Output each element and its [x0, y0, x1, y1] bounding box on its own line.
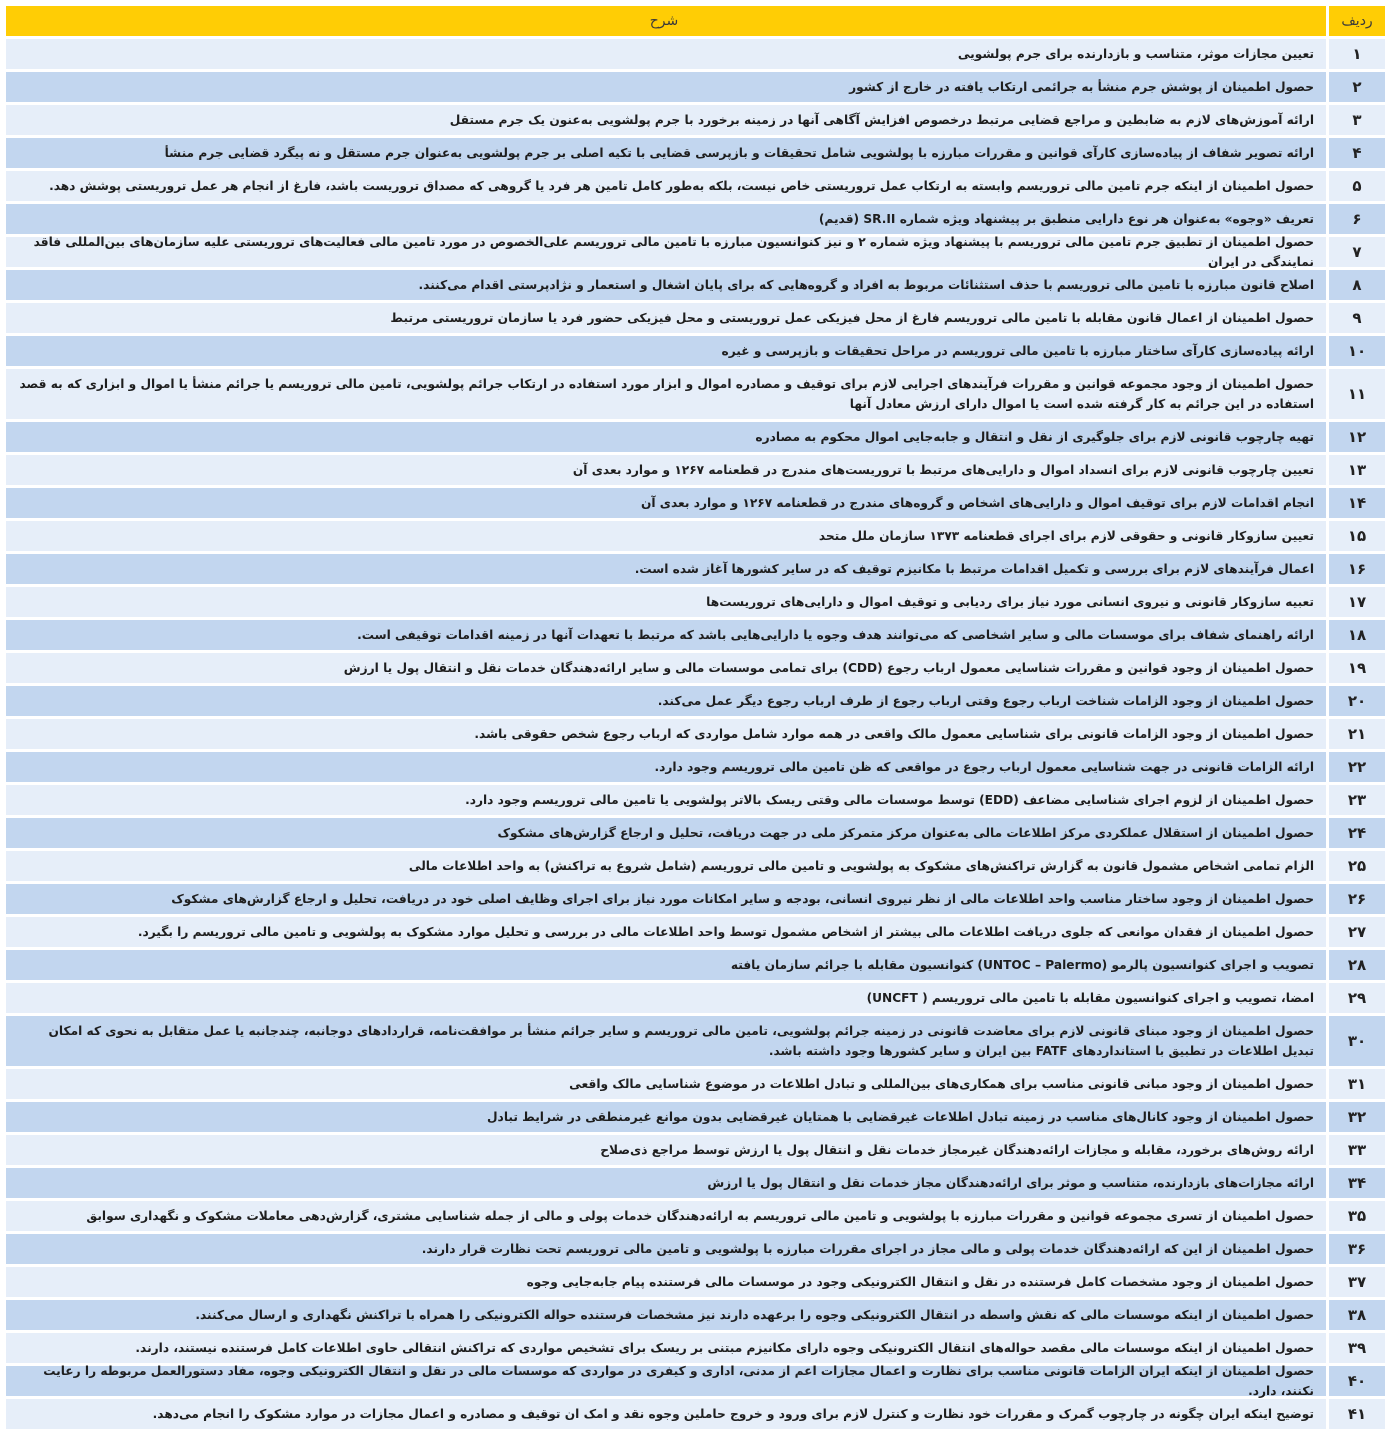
table-row — [6, 105, 1385, 135]
table-header — [6, 6, 1385, 36]
table-body — [6, 39, 1385, 1429]
row-description: حصول اطمینان از وجود الزامات شناخت ارباب رجوع وقتی ارباب رجوع از طرف ارباب رجوع دیگر عمل می‌کند. — [6, 686, 1326, 716]
row-number: ۳ — [1329, 105, 1385, 135]
row-description: ارائه تصویر شفاف از پیاده‌سازی کارآی قوانین و مقررات مبارزه با پولشویی شامل تحقیقات و بازپرسی قضایی با تکیه اصلی بر جرم پولشویی به‌عنوان جرم مستقل و نه پیگرد قضایی جرم منشأ — [6, 138, 1326, 168]
row-number: ۳۴ — [1329, 1168, 1385, 1198]
table-row — [6, 785, 1385, 815]
row-number: ۳۰ — [1329, 1016, 1385, 1066]
row-description: تعریف «وجوه» به‌عنوان هر نوع دارایی منطبق بر پیشنهاد ویژه شماره SR.II (قدیم) — [6, 204, 1326, 234]
row-number: ۷ — [1329, 237, 1385, 267]
table-row — [6, 917, 1385, 947]
row-number: ۲۶ — [1329, 884, 1385, 914]
table-row — [6, 1333, 1385, 1363]
row-description: تعبیه سازوکار قانونی و نیروی انسانی مورد نیاز برای ردیابی و توقیف اموال و دارایی‌های تروریست‌ها — [6, 587, 1326, 617]
table-row — [6, 1069, 1385, 1099]
row-number: ۲۷ — [1329, 917, 1385, 947]
row-description: الزام تمامی اشخاص مشمول قانون به گزارش تراکنش‌های مشکوک به پولشویی و تامین مالی تروریسم (شامل شروع به تراکنش) به واحد اطلاعات مالی — [6, 851, 1326, 881]
row-number: ۳۵ — [1329, 1201, 1385, 1231]
table-row — [6, 270, 1385, 300]
table-row — [6, 1201, 1385, 1231]
row-number: ۱۹ — [1329, 653, 1385, 683]
row-description: حصول اطمینان از فقدان موانعی که جلوی دریافت اطلاعات مالی بیشتر از اشخاص مشمول توسط واحد اطلاعات مالی در بررسی و تحلیل موارد مشکوک به پولشویی و تامین مالی تروریسم را بگیرد. — [6, 917, 1326, 947]
row-description: ارائه الزامات قانونی در جهت شناسایی معمول ارباب رجوع در مواقعی که ظن تامین مالی تروریسم وجود دارد. — [6, 752, 1326, 782]
table-row — [6, 521, 1385, 551]
table-row — [6, 1366, 1385, 1396]
row-description: تعیین سازوکار قانونی و حقوقی لازم برای اجرای قطعنامه ۱۳۷۳ سازمان ملل متحد — [6, 521, 1326, 551]
row-description: حصول اطمینان از تطبیق جرم تامین مالی تروریسم با پیشنهاد ویژه شماره ۲ و نیز کنوانسیون مبارزه با تامین مالی تروریسم علی‌الخصوص در مورد تامین مالی فعالیت‌های تروریستی علیه سازمان‌های بین‌المللی فاقد نمایندگی در ایران — [6, 237, 1326, 267]
row-description: ارائه مجازات‌های بازدارنده، متناسب و موثر برای ارائه‌دهندگان مجاز خدمات نقل و انتقال پول یا ارزش — [6, 1168, 1326, 1198]
row-description: ارائه پیاده‌سازی کارآی ساختار مبارزه با تامین مالی تروریسم در مراحل تحقیقات و بازپرسی و غیره — [6, 336, 1326, 366]
row-number: ۱۴ — [1329, 488, 1385, 518]
table-row — [6, 818, 1385, 848]
row-description: حصول اطمینان از استقلال عملکردی مرکز اطلاعات مالی به‌عنوان مرکز متمرکز ملی در جهت دریافت، تحلیل و ارجاع گزارش‌های مشکوک — [6, 818, 1326, 848]
row-description: تصویب و اجرای کنوانسیون پالرمو (UNTOC – Palermo) کنوانسیون مقابله با جرائم سازمان یافته — [6, 950, 1326, 980]
row-description: توضیح اینکه ایران چگونه در چارچوب گمرک و مقررات خود نظارت و کنترل لازم برای ورود و خروج حاملین وجوه نقد و امک ان توقیف و مصادره و اعمال مجازات در موارد مشکوک را انجام می‌دهد. — [6, 1399, 1326, 1429]
row-description: ارائه روش‌های برخورد، مقابله و مجازات ارائه‌دهندگان غیرمجاز خدمات نقل و انتقال پول یا ارزش توسط مراجع ذی‌صلاح — [6, 1135, 1326, 1165]
table-row — [6, 1102, 1385, 1132]
row-description: اصلاح قانون مبارزه با تامین مالی تروریسم با حذف استثنائات مربوط به افراد و گروه‌هایی که برای پایان اشغال و استعمار و نژادپرستی اقدام می‌کنند. — [6, 270, 1326, 300]
row-number: ۳۲ — [1329, 1102, 1385, 1132]
row-number: ۴۰ — [1329, 1366, 1385, 1396]
row-number: ۱۲ — [1329, 422, 1385, 452]
requirements-table — [6, 6, 1385, 1432]
table-row — [6, 983, 1385, 1013]
row-number: ۲۱ — [1329, 719, 1385, 749]
table-row — [6, 336, 1385, 366]
row-number: ۱۵ — [1329, 521, 1385, 551]
row-description: حصول اطمینان از اینکه موسسات مالی که نقش واسطه در انتقال الکترونیکی وجوه را برعهده دارند نیز مشخصات فرستنده حواله الکترونیکی را همراه با تراکنش نگهداری و ارسال می‌کنند. — [6, 1300, 1326, 1330]
table-row — [6, 851, 1385, 881]
table-row — [6, 587, 1385, 617]
row-description: حصول اطمینان از این که ارائه‌دهندگان خدمات پولی و مالی مجاز در اجرای مقررات مبارزه با پولشویی و تامین مالی تروریسم تحت نظارت قرار دارند. — [6, 1234, 1326, 1264]
row-description: تعیین مجازات موثر، متناسب و بازدارنده برای جرم پولشویی — [6, 39, 1326, 69]
row-number: ۱۳ — [1329, 455, 1385, 485]
table-row — [6, 488, 1385, 518]
row-number: ۲۵ — [1329, 851, 1385, 881]
row-number: ۲۲ — [1329, 752, 1385, 782]
row-number: ۲۸ — [1329, 950, 1385, 980]
row-description: حصول اطمینان از اینکه جرم تامین مالی تروریسم وابسته به ارتکاب عمل تروریستی خاص نیست، بلکه به‌طور کامل تامین هر فرد یا گروهی که مصداق تروریست باشد، فارغ از انجام هر عمل تروریستی پوشش دهد. — [6, 171, 1326, 201]
row-description: حصول اطمینان از وجود مبانی قانونی مناسب برای همکاری‌های بین‌المللی و تبادل اطلاعات در موضوع شناسایی مالک واقعی — [6, 1069, 1326, 1099]
row-number: ۳۳ — [1329, 1135, 1385, 1165]
row-description: حصول اطمینان از وجود مجموعه قوانین و مقررات فرآیندهای اجرایی لازم برای توقیف و مصادره اموال و ابزار مورد استفاده در ارتکاب جرائم پولشویی، تامین مالی تروریسم یا جرائم منشأ یا اموال و ابزاری که به قصد استفاده در این جرائم به کار گرفته شده است یا اموال دارای ارزش معادل آنها — [6, 369, 1326, 419]
table-row — [6, 1300, 1385, 1330]
row-number: ۱۰ — [1329, 336, 1385, 366]
row-description: تهیه چارچوب قانونی لازم برای جلوگیری از نقل و انتقال و جابه‌جایی اموال محکوم به مصادره — [6, 422, 1326, 452]
row-description: انجام اقدامات لازم برای توقیف اموال و دارایی‌های اشخاص و گروه‌های مندرج در قطعنامه ۱۲۶۷ و موارد بعدی آن — [6, 488, 1326, 518]
row-number: ۱۸ — [1329, 620, 1385, 650]
row-number: ۳۱ — [1329, 1069, 1385, 1099]
row-number: ۴۱ — [1329, 1399, 1385, 1429]
row-description: حصول اطمینان از اعمال قانون مقابله با تامین مالی تروریسم فارغ از محل فیزیکی عمل تروریستی و محل فیزیکی حضور فرد یا سازمان تروریستی مرتبط — [6, 303, 1326, 333]
table-row — [6, 39, 1385, 69]
row-number: ۹ — [1329, 303, 1385, 333]
header-description: شرح — [6, 6, 1326, 36]
row-description: تعیین چارچوب قانونی لازم برای انسداد اموال و دارایی‌های مرتبط با تروریست‌های مندرج در قطعنامه ۱۲۶۷ و موارد بعدی آن — [6, 455, 1326, 485]
row-number: ۴ — [1329, 138, 1385, 168]
table-row — [6, 1135, 1385, 1165]
row-description: حصول اطمینان از اینکه موسسات مالی مقصد حواله‌های انتقال الکترونیکی وجوه دارای مکانیزم مبتنی بر ریسک برای تشخیص مواردی که تراکنش انتقالی حاوی اطلاعات کامل فرستنده نیستند، دارند. — [6, 1333, 1326, 1363]
row-number: ۲ — [1329, 72, 1385, 102]
table-row — [6, 422, 1385, 452]
row-description: حصول اطمینان از پوشش جرم منشأ به جرائمی ارتکاب یافته در خارج از کشور — [6, 72, 1326, 102]
row-number: ۲۳ — [1329, 785, 1385, 815]
table-row — [6, 237, 1385, 267]
table-row — [6, 204, 1385, 234]
row-description: حصول اطمینان از وجود الزامات قانونی برای شناسایی معمول مالک واقعی در همه موارد شامل مواردی که ارباب رجوع شخص حقوقی باشد. — [6, 719, 1326, 749]
row-description: ارائه آموزش‌های لازم به ضابطین و مراجع قضایی مرتبط درخصوص افزایش آگاهی آنها در زمینه برخورد با جرم پولشویی به‌عنون یک جرم مستقل — [6, 105, 1326, 135]
table-row — [6, 303, 1385, 333]
row-number: ۵ — [1329, 171, 1385, 201]
table-row — [6, 1016, 1385, 1066]
row-number: ۳۶ — [1329, 1234, 1385, 1264]
row-number: ۳۹ — [1329, 1333, 1385, 1363]
row-number: ۲۰ — [1329, 686, 1385, 716]
row-number: ۱ — [1329, 39, 1385, 69]
row-number: ۳۷ — [1329, 1267, 1385, 1297]
table-row — [6, 1168, 1385, 1198]
table-row — [6, 171, 1385, 201]
row-description: ارائه راهنمای شفاف برای موسسات مالی و سایر اشخاصی که می‌توانند هدف وجوه یا دارایی‌هایی باشد که مرتبط با تعهدات آنها در زمینه اقدامات توقیفی است. — [6, 620, 1326, 650]
table-row — [6, 1234, 1385, 1264]
row-description: اعمال فرآیندهای لازم برای بررسی و تکمیل اقدامات مرتبط با مکانیزم توقیف که در سایر کشورها آغاز شده است. — [6, 554, 1326, 584]
table-row — [6, 1399, 1385, 1429]
row-number: ۲۹ — [1329, 983, 1385, 1013]
row-number: ۱۱ — [1329, 369, 1385, 419]
row-description: امضا، تصویب و اجرای کنوانسیون مقابله با تامین مالی تروریسم ( UNCFT) — [6, 983, 1326, 1013]
table-row — [6, 752, 1385, 782]
row-description: حصول اطمینان از وجود مبنای قانونی لازم برای معاضدت قانونی در زمینه جرائم پولشویی، تامین مالی تروریسم و سایر جرائم منشأ بر موافقت‌نامه، قراردادهای دوجانبه، چندجانبه یا عمل متقابل به نحوی که امکان تبدیل اطلاعات در تطبیق با استانداردهای FATF بین ایران و سایر کشورها وجود داشته باشد. — [6, 1016, 1326, 1066]
table-row — [6, 653, 1385, 683]
table-row — [6, 620, 1385, 650]
header-number: ردیف — [1329, 6, 1385, 36]
row-number: ۱۶ — [1329, 554, 1385, 584]
row-number: ۶ — [1329, 204, 1385, 234]
row-description: حصول اطمینان از وجود مشخصات کامل فرستنده در نقل و انتقال الکترونیکی وجود در موسسات مالی فرستنده پیام جابه‌جایی وجوه — [6, 1267, 1326, 1297]
table-row — [6, 884, 1385, 914]
row-description: حصول اطمینان از وجود قوانین و مقررات شناسایی معمول ارباب رجوع (CDD) برای تمامی موسسات مالی و سایر ارائه‌دهندگان خدمات نقل و انتقال پول یا ارزش — [6, 653, 1326, 683]
row-description: حصول اطمینان از اینکه ایران الزامات قانونی مناسب برای نظارت و اعمال مجازات اعم از مدنی، اداری و کیفری در مواردی که موسسات مالی در نقل و انتقال الکترونیکی وجوه، مفاد دستورالعمل مربوطه را رعایت نکنند، دارد. — [6, 1366, 1326, 1396]
table-row — [6, 719, 1385, 749]
row-description: حصول اطمینان از تسری مجموعه قوانین و مقررات مبارزه با پولشویی و تامین مالی تروریسم به ارائه‌دهندگان خدمات پولی و مالی از جمله شناسایی مشتری، گزارش‌دهی معاملات مشکوک و نگهداری سوابق — [6, 1201, 1326, 1231]
row-description: حصول اطمینان از وجود ساختار مناسب واحد اطلاعات مالی از نظر نیروی انسانی، بودجه و سایر امکانات مورد نیاز برای اجرای وظایف اصلی خود در دریافت، تحلیل و ارجاع گزارش‌های مشکوک — [6, 884, 1326, 914]
table-row — [6, 554, 1385, 584]
row-number: ۸ — [1329, 270, 1385, 300]
table-row — [6, 686, 1385, 716]
table-row — [6, 138, 1385, 168]
row-number: ۱۷ — [1329, 587, 1385, 617]
table-row — [6, 369, 1385, 419]
row-number: ۳۸ — [1329, 1300, 1385, 1330]
table-row — [6, 950, 1385, 980]
row-description: حصول اطمینان از لزوم اجرای شناسایی مضاعف (EDD) توسط موسسات مالی وقتی ریسک بالاتر پولشویی یا تامین مالی تروریسم وجود دارد. — [6, 785, 1326, 815]
table-row — [6, 72, 1385, 102]
row-number: ۲۴ — [1329, 818, 1385, 848]
row-description: حصول اطمینان از وجود کانال‌های مناسب در زمینه تبادل اطلاعات غیرقضایی با همتایان غیرقضایی بدون موانع غیرمنطقی در شرایط تبادل — [6, 1102, 1326, 1132]
table-row — [6, 455, 1385, 485]
table-row — [6, 1267, 1385, 1297]
